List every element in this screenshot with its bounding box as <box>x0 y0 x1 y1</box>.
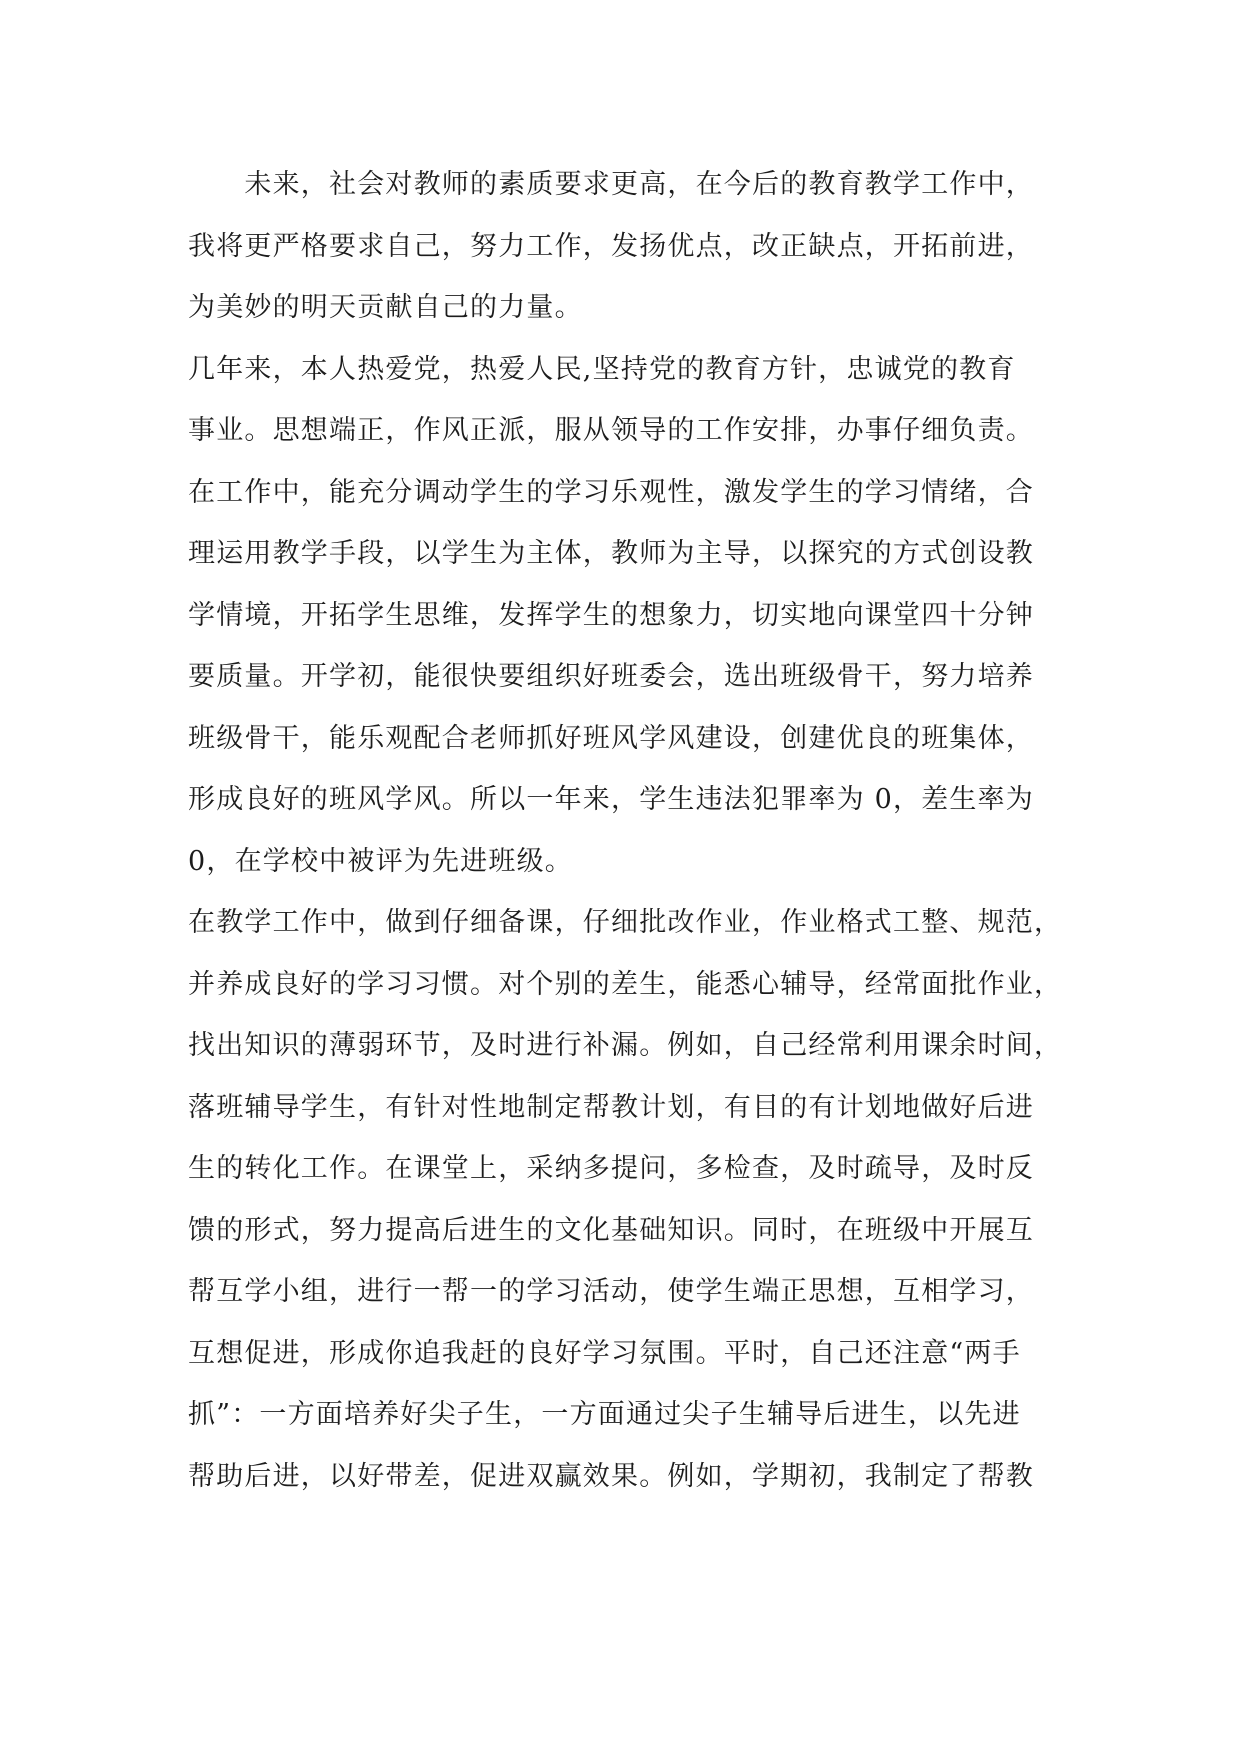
text-line: 找出知识的薄弱环节，及时进行补漏。例如，自己经常利用课余时间， <box>188 1030 1063 1061</box>
text-line: 为美妙的明天贡献自己的力量。 <box>188 292 583 323</box>
text-line: 0，在学校中被评为先进班级。 <box>188 845 573 877</box>
text-line: 几年来，本人热爱党，热爱人民,坚持党的教育方针，忠诚党的教育 <box>188 353 1016 385</box>
text-line: 班级骨干，能乐观配合老师抓好班风学风建设，创建优良的班集体， <box>188 722 1034 754</box>
text-line: 在教学工作中，做到仔细备课，仔细批改作业，作业格式工整、规范， <box>188 907 1063 938</box>
text-line: 理运用教学手段，以学生为主体，教师为主导，以探究的方式创设教 <box>188 538 1034 569</box>
text-line: 抓”：一方面培养好尖子生，一方面通过尖子生辅导后进生，以先进 <box>188 1399 1021 1430</box>
document-body <box>188 154 1063 1507</box>
text-line: 帮互学小组，进行一帮一的学习活动，使学生端正思想，互相学习， <box>188 1276 1034 1307</box>
text-line: 学情境，开拓学生思维，发挥学生的想象力，切实地向课堂四十分钟 <box>188 599 1034 631</box>
text-line: 互想促进，形成你追我赶的良好学习氛围。平时，自己还注意“两手 <box>188 1337 1021 1369</box>
text-line: 事业。思想端正，作风正派，服从领导的工作安排，办事仔细负责。 <box>188 415 1034 446</box>
text-line: 我将更严格要求自己，努力工作，发扬优点，改正缺点，开拓前进， <box>188 230 1034 262</box>
text-line: 馈的形式，努力提高后进生的文化基础知识。同时，在班级中开展互 <box>188 1214 1034 1246</box>
text-line: 帮助后进，以好带差，促进双赢效果。例如，学期初，我制定了帮教 <box>188 1460 1034 1492</box>
text-line: 未来，社会对教师的素质要求更高，在今后的教育教学工作中， <box>188 169 1034 200</box>
text-line: 形成良好的班风学风。所以一年来，学生违法犯罪率为 0，差生率为 <box>188 784 1034 815</box>
text-line: 落班辅导学生，有针对性地制定帮教计划，有目的有计划地做好后进 <box>188 1091 1034 1123</box>
text-line: 生的转化工作。在课堂上，采纳多提问，多检查，及时疏导，及时反 <box>188 1153 1034 1184</box>
text-line: 在工作中，能充分调动学生的学习乐观性，激发学生的学习情绪，合 <box>188 476 1034 508</box>
text-line: 并养成良好的学习习惯。对个别的差生，能悉心辅导，经常面批作业， <box>188 968 1063 1000</box>
text-line: 要质量。开学初，能很快要组织好班委会，选出班级骨干，努力培养 <box>188 661 1034 692</box>
